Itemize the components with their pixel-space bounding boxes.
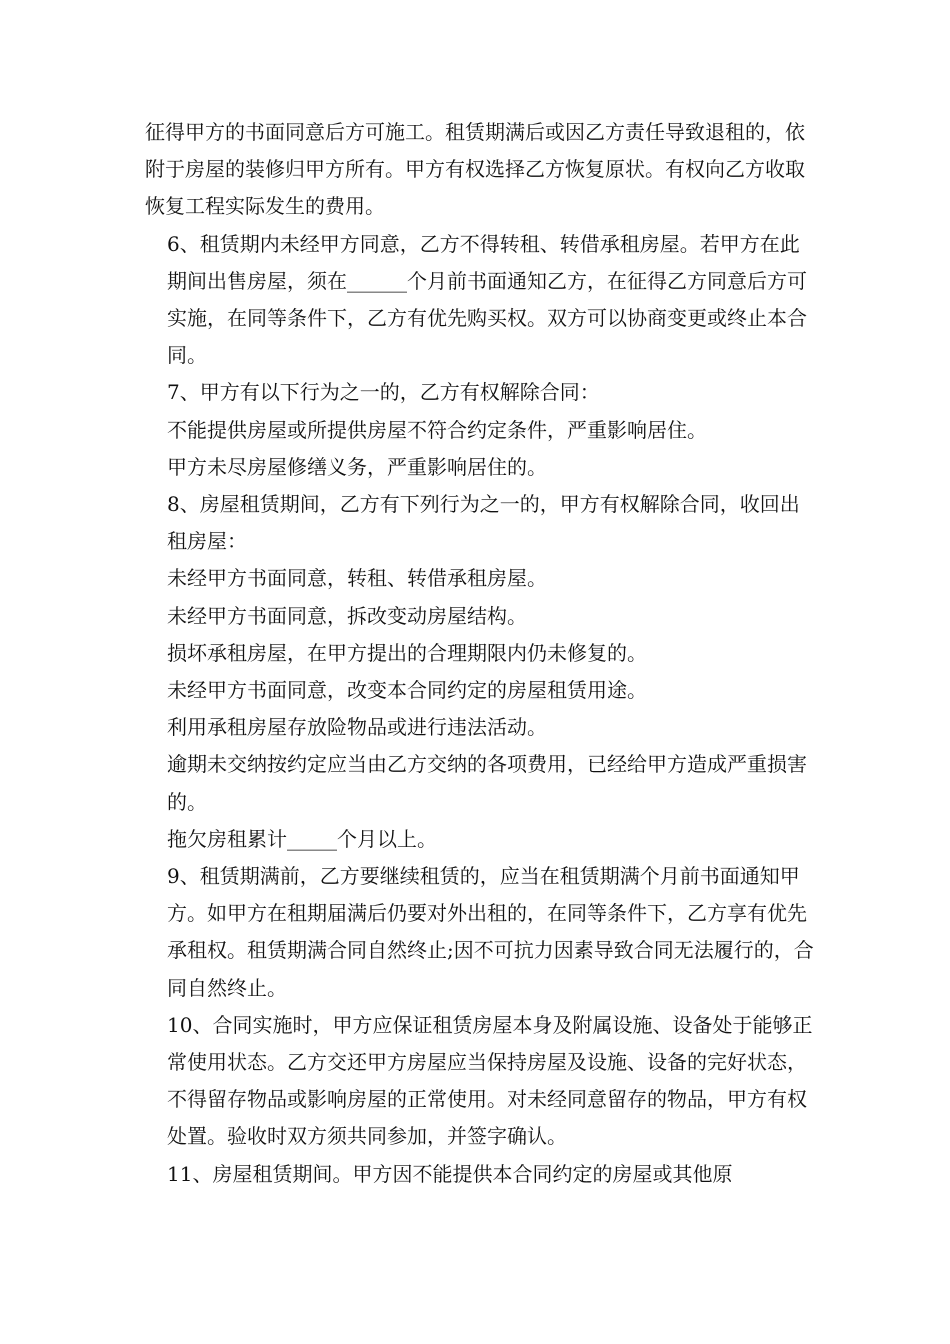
paragraph-clause-7: 7、甲方有以下行为之一的，乙方有权解除合同：: [167, 380, 600, 405]
paragraph-clause-8: 8、房屋租赁期间，乙方有下列行为之一的，甲方有权解除合同，收回出租房屋：: [167, 492, 800, 554]
paragraph-clause-7-item-2: 甲方未尽房屋修缮义务，严重影响居住的。: [167, 454, 547, 479]
paragraph-clause-8-item-7: 拖欠房租累计_____个月以上。: [167, 826, 437, 851]
document-body: [145, 114, 815, 1193]
paragraph-1: 征得甲方的书面同意后方可施工。租赁期满后或因乙方责任导致退租的，依附于房屋的装修归甲方所有。甲方有权选择乙方恢复原状。有权向乙方收取恢复工程实际发生的费用。: [145, 120, 805, 219]
paragraph-clause-8-item-6: 逾期未交纳按约定应当由乙方交纳的各项费用，已经给甲方造成严重损害的。: [167, 752, 807, 814]
paragraph-clause-6: 6、租赁期内未经甲方同意，乙方不得转租、转借承租房屋。若甲方在此期间出售房屋，须在______个月前书面通知乙方，在征得乙方同意后方可实施，在同等条件下，乙方有优先购买权。双方可以协商变更或终止本合同。: [167, 231, 807, 368]
paragraph-clause-8-item-4: 未经甲方书面同意，改变本合同约定的房屋租赁用途。: [167, 678, 647, 703]
paragraph-clause-7-item-1: 不能提供房屋或所提供房屋不符合约定条件，严重影响居住。: [167, 417, 707, 442]
paragraph-clause-10: 10、合同实施时，甲方应保证租赁房屋本身及附属设施、设备处于能够正常使用状态。乙方交还甲方房屋应当保持房屋及设施、设备的完好状态，不得留存物品或影响房屋的正常使用。对未经同意留存的物品，甲方有权处置。验收时双方须共同参加，并签字确认。: [167, 1012, 813, 1149]
paragraph-clause-8-item-5: 利用承租房屋存放险物品或进行违法活动。: [167, 715, 547, 740]
paragraph-clause-8-item-3: 损坏承租房屋，在甲方提出的合理期限内仍未修复的。: [167, 640, 647, 665]
paragraph-clause-11: 11、房屋租赁期间。甲方因不能提供本合同约定的房屋或其他原: [167, 1161, 733, 1186]
paragraph-clause-8-item-2: 未经甲方书面同意，拆改变动房屋结构。: [167, 603, 527, 628]
paragraph-clause-8-item-1: 未经甲方书面同意，转租、转借承租房屋。: [167, 566, 547, 591]
paragraph-clause-9: 9、租赁期满前，乙方要继续租赁的，应当在租赁期满个月前书面通知甲方。如甲方在租期届满后仍要对外出租的，在同等条件下，乙方享有优先承租权。租赁期满合同自然终止;因不可抗力因素导致合同无法履行的，合同自然终止。: [167, 864, 814, 1000]
